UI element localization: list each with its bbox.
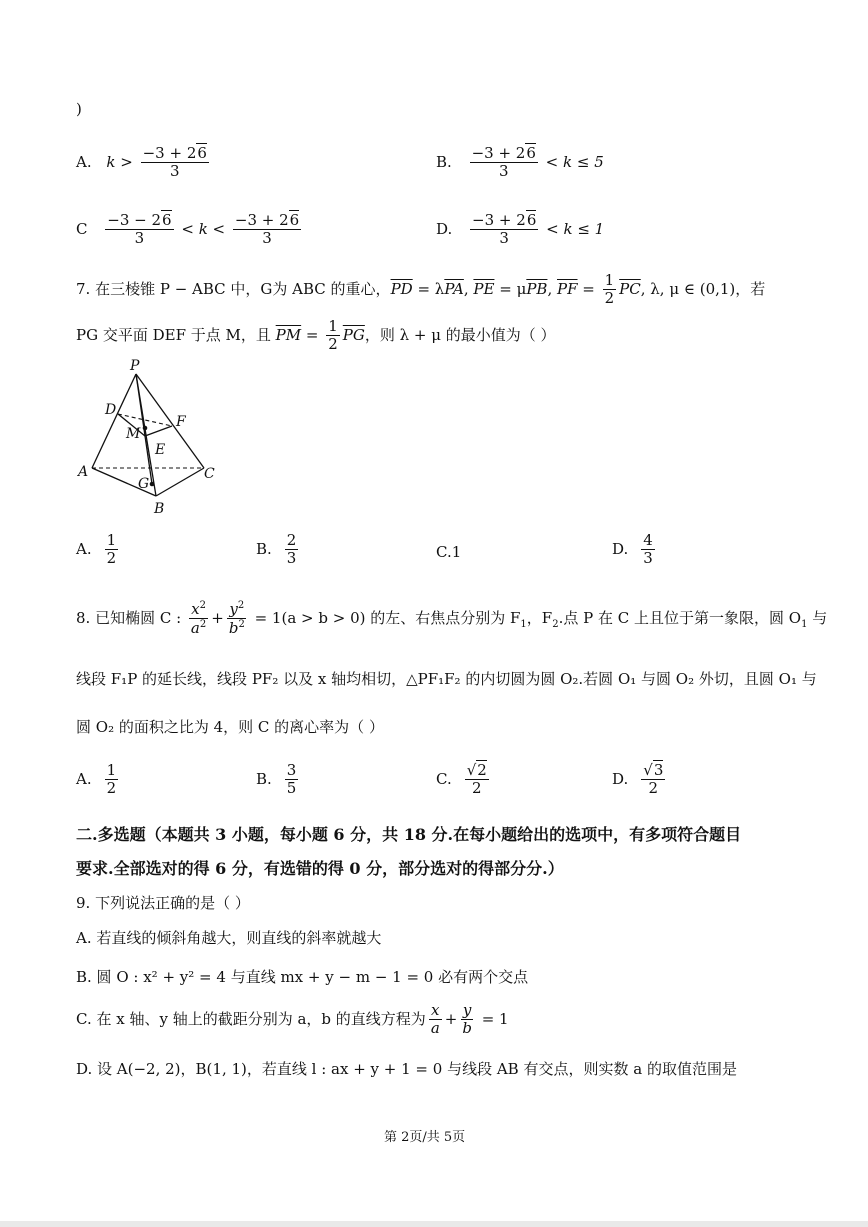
q8-stem-line1: 8. 已知椭圆 C : $\frac{x^2}{a^2}$ + $\frac{y^2}{b^2}$ = 1(a > b > 0) 的左、右焦点分别为 $F_1$，$F_2$.点 P 在 C 上且位于第一象限，圆 $O_1$ 与 <box>76 600 828 638</box>
q6-option-c: C $\frac{-3 - 26}{3}$ < k < $\frac{-3 + 26}{3}$ <box>76 211 300 248</box>
q7-option-a: A. $\frac{1}{2}$ <box>76 531 117 568</box>
q9-option-b: B. 圆 O : x² + y² = 4 与直线 mx + y − m − 1 = 0 必有两个交点 <box>76 968 529 986</box>
page-footer: 第 2页/共 5页 <box>384 1130 466 1145</box>
q8-option-b: B. $\frac{3}{5}$ <box>256 761 297 798</box>
label-a: A <box>78 464 89 480</box>
q9-option-d: D. 设 A(−2, 2)，B(1, 1)，若直线 l : ax + y + 1 = 0 与线段 AB 有交点，则实数 a 的取值范围是 <box>76 1060 737 1078</box>
edge-pa <box>92 374 136 468</box>
point-m <box>143 426 148 431</box>
edge-bc <box>156 468 204 496</box>
q6-option-b: B. $\frac{-3 + 26}{3}$ < k ≤ 5 <box>436 144 604 181</box>
q7-option-b: B. $\frac{2}{3}$ <box>256 531 297 568</box>
q6-option-a: A. k > $\frac{-3 + 26}{3}$ <box>76 144 207 181</box>
label-m: M <box>126 426 141 442</box>
bottom-border <box>0 1221 868 1227</box>
q9-option-c: C. 在 x 轴、y 轴上的截距分别为 a，b 的直线方程为 $\frac{x}{a}$ + $\frac{y}{b}$ = 1 <box>76 1001 509 1038</box>
q8-stem-line2: 线段 F₁P 的延长线，线段 PF₂ 以及 x 轴均相切，△PF₁F₂ 的内切圆为圆 O₂.若圆 O₁ 与圆 O₂ 外切，且圆 O₁ 与 <box>76 670 817 688</box>
label-b: B <box>154 501 165 517</box>
q7-stem-line2: PG 交平面 DEF 于点 M，且 $\overline{PM}$ = $\frac{1}{2}$ $\overline{PG}$，则 λ + μ 的最小值为（ ） <box>76 317 556 354</box>
q7-stem-line1: 7. 在三棱锥 P − ABC 中，G为 ABC 的重心，$\overline{PD} = \lambda\overline{PA}$, $\overline{PE} = \mu\overline{PB}$, $\overline{PF}$ = $\frac{1}{2}$ $\overline{PC}$, λ, μ ∈ (0,1)，若 <box>76 271 766 308</box>
section2-heading-line2: 要求.全部选对的得 6 分，有选错的得 0 分，部分选对的得部分分.） <box>76 859 564 878</box>
point-g <box>150 482 155 487</box>
q8-option-c: C. $\frac{√2}{2}$ <box>436 761 487 798</box>
q6-option-d: D. $\frac{-3 + 26}{3}$ < k ≤ 1 <box>436 211 605 248</box>
q8-option-d: D. $\frac{√3}{2}$ <box>612 761 664 798</box>
q9-stem: 9. 下列说法正确的是（ ） <box>76 894 250 912</box>
q7-option-c: C.1 <box>436 543 462 561</box>
label-d: D <box>105 402 117 418</box>
q8-stem-line3: 圆 O₂ 的面积之比为 4，则 C 的离心率为（ ） <box>76 718 384 736</box>
section2-heading-line1: 二.多选题（本题共 3 小题，每小题 6 分，共 18 分.在每小题给出的选项中，有多项符合题目 <box>76 825 742 844</box>
q6-tail: ) <box>76 100 82 118</box>
edge-pc <box>136 374 204 468</box>
q9-option-a: A. 若直线的倾斜角越大，则直线的斜率就越大 <box>76 929 382 947</box>
label-f: F <box>176 414 186 430</box>
q8-option-a: A. $\frac{1}{2}$ <box>76 761 117 798</box>
edge-ef <box>145 426 172 436</box>
label-p: P <box>130 358 140 374</box>
label-g: G <box>138 476 150 492</box>
label-e: E <box>155 442 166 458</box>
label-c: C <box>204 466 215 482</box>
q7-option-d: D. $\frac{4}{3}$ <box>612 531 653 568</box>
tetrahedron-figure <box>72 356 232 518</box>
